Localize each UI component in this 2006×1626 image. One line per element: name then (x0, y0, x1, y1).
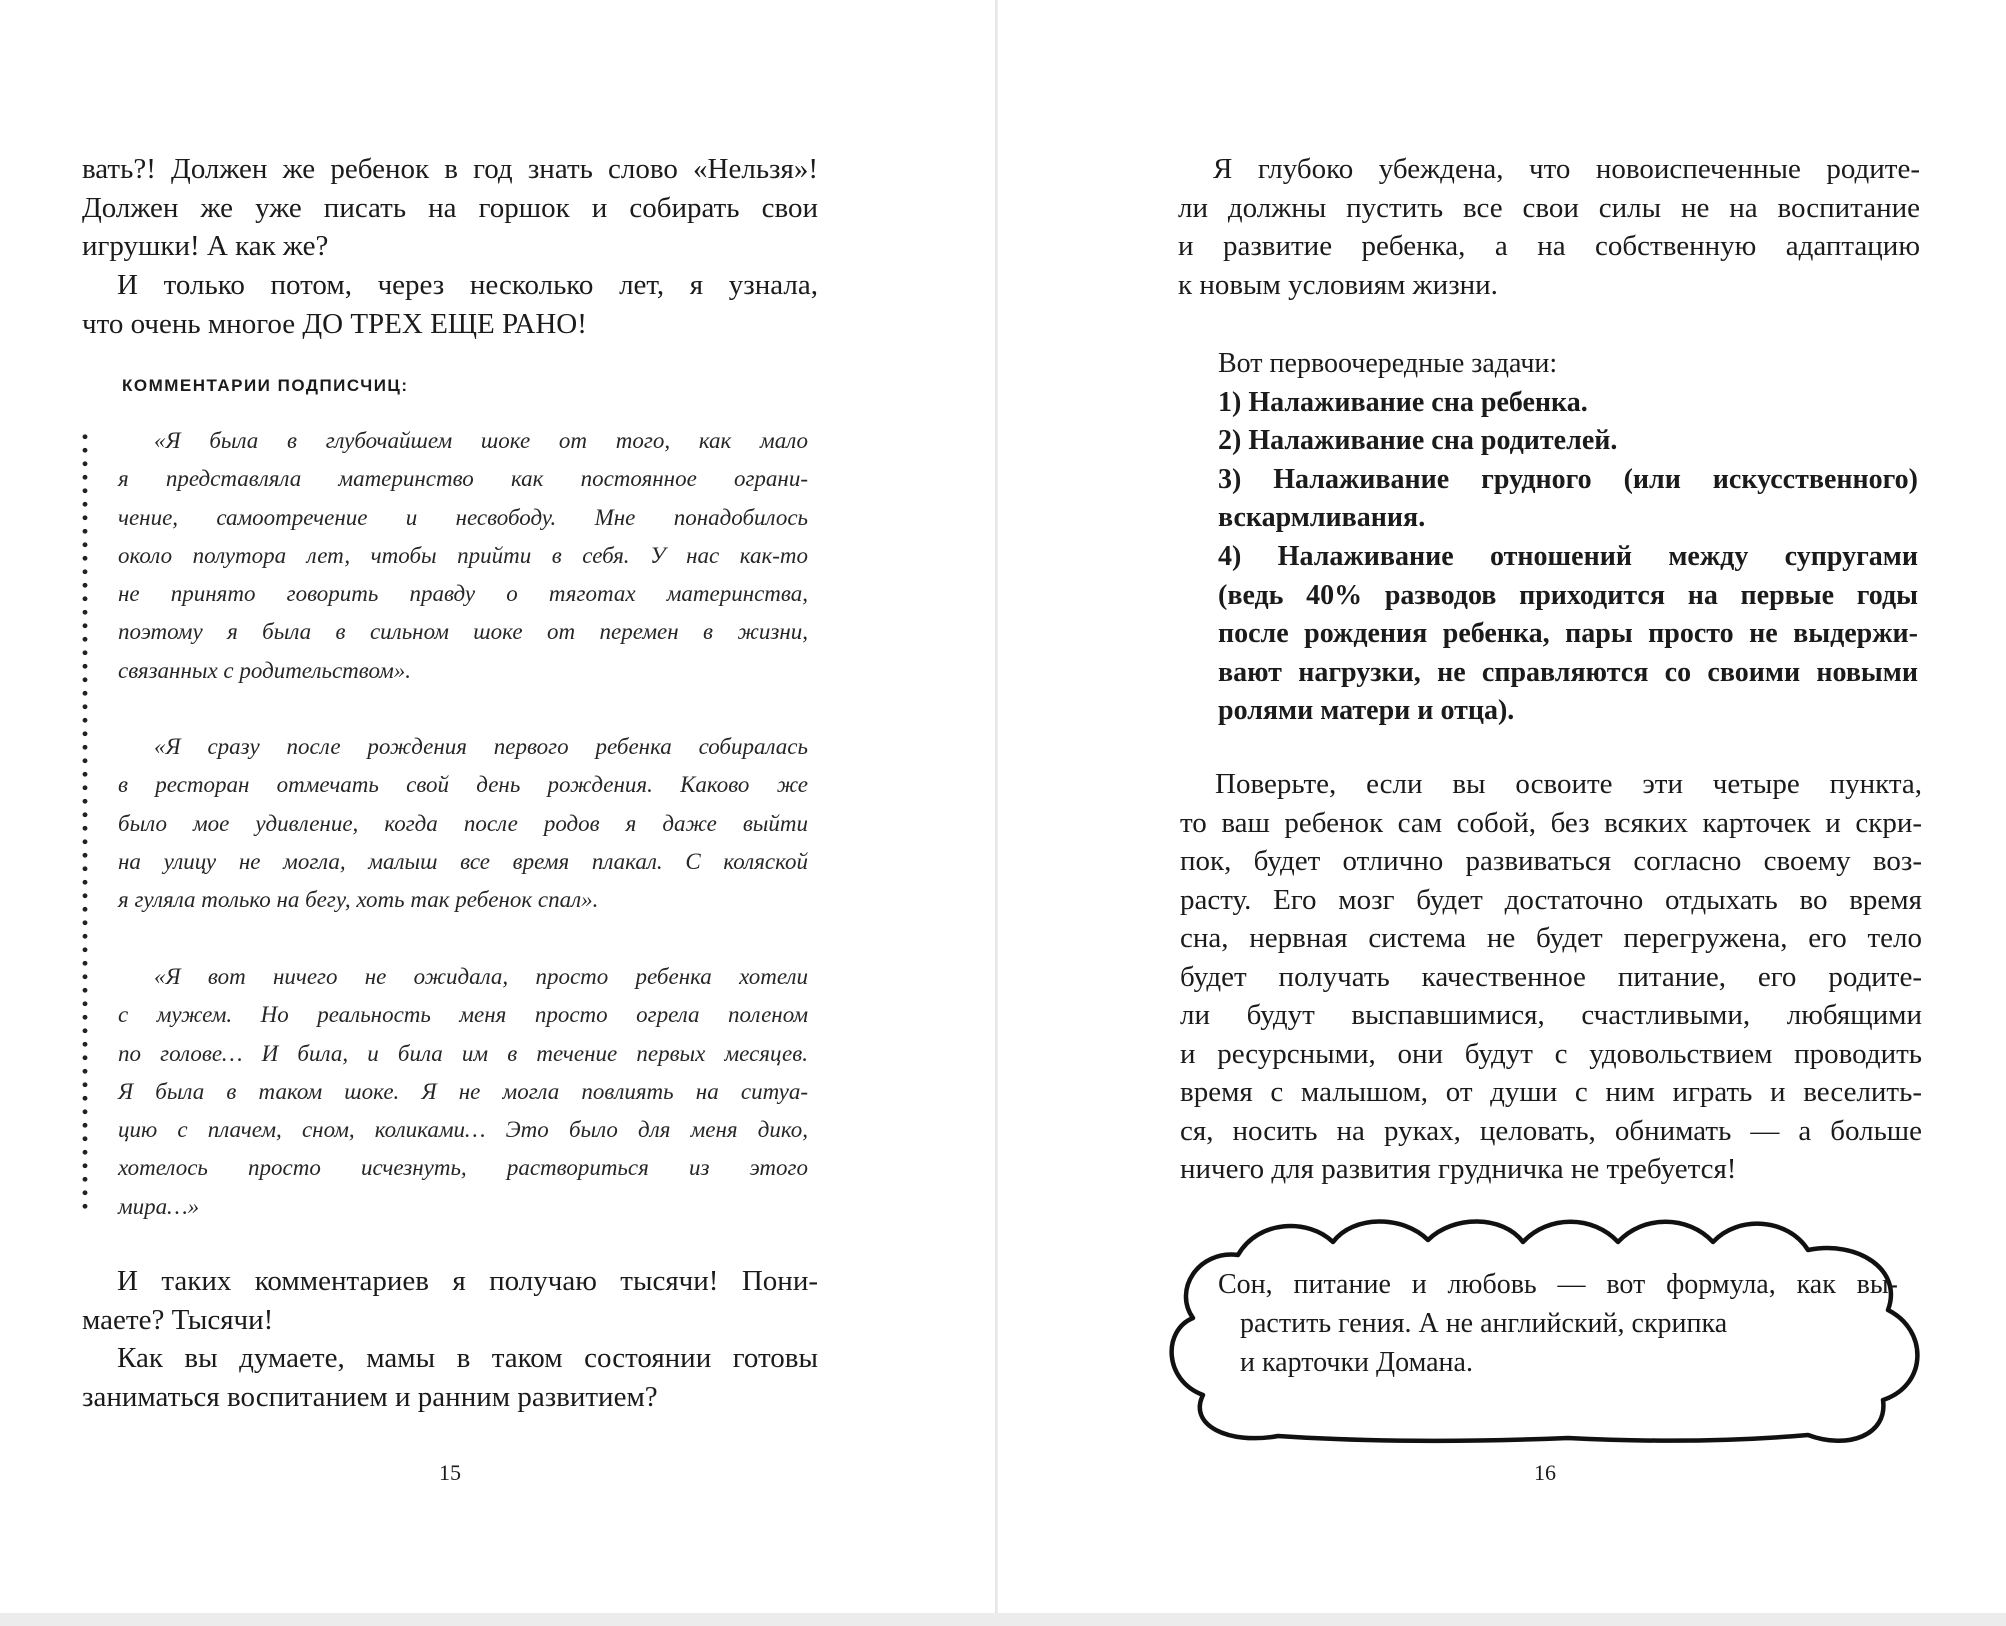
quote-block-3 (118, 958, 808, 1226)
quote-line: хотелось просто исчезнуть, раствориться из этого (118, 1155, 808, 1181)
quote-line: «Я сразу после рождения первого ребенка собиралась (154, 734, 808, 759)
quote-line: около полутора лет, чтобы прийти в себя. У нас как-то (118, 542, 808, 568)
quote-line: было мое удивление, когда после родов я даже выйти (118, 810, 808, 836)
text-line: маете? Тысячи! (82, 1303, 274, 1336)
quote-line: на улицу не могла, малыш все время плакал. С коляской (118, 848, 808, 874)
right-opening-paragraph (1178, 150, 1920, 304)
cloud-line: Сон, питание и любовь — вот формула, как вы- (1218, 1269, 1898, 1300)
task-item-4-cont: после рождения ребенка, пары просто не выдержи- (1218, 618, 1918, 650)
cloud-line: и карточки Домана. (1240, 1347, 1473, 1378)
page-number-left: 15 (439, 1460, 461, 1485)
left-final-paragraph (82, 1339, 818, 1416)
text-line: Как вы думаете, мамы в таком состоянии готовы (117, 1342, 818, 1374)
cloud-callout-text (1218, 1265, 1898, 1382)
text-line: расту. Его мозг будет достаточно отдыхать во время (1180, 883, 1922, 916)
task-item-4-cont: вают нагрузки, не справляются со своими новыми (1218, 656, 1918, 688)
text-line: к новым условиям жизни. (1178, 268, 1498, 301)
text-line: заниматься воспитанием и ранним развитием? (82, 1380, 658, 1413)
quote-line: с мужем. Но реальность меня просто огрела поленом (118, 1002, 808, 1028)
task-item-4-cont: ролями матери и отца). (1218, 695, 1515, 727)
cloud-line: растить гения. А не английский, скрипка (1240, 1308, 1728, 1339)
text-line: И таких комментариев я получаю тысячи! Пони- (117, 1265, 818, 1297)
quote-line: не принято говорить правду о тяготах материнства, (118, 581, 808, 607)
text-line: ся, носить на руках, целовать, обнимать — а больше (1180, 1114, 1922, 1147)
tasks-intro: Вот первоочередные задачи: (1218, 348, 1558, 379)
quote-line: я представляла материнство как постоянное ограни- (118, 466, 808, 492)
quote-line: «Я вот ничего не ожидала, просто ребенка хотели (154, 964, 808, 989)
quote-line: связанных с родительством». (118, 657, 411, 683)
text-line: Поверьте, если вы освоите эти четыре пункта, (1215, 768, 1922, 800)
dotted-rule (82, 430, 88, 1210)
task-item-2: 2) Налаживание сна родителей. (1218, 425, 1618, 457)
left-second-paragraph (82, 266, 818, 343)
task-item-4: 4) Налаживание отношений между супругами (1218, 540, 1918, 572)
text-line: и ресурсными, они будут с удовольствием проводить (1180, 1037, 1922, 1070)
text-line: что очень многое ДО ТРЕХ ЕЩЕ РАНО! (82, 307, 587, 340)
page-number-right: 16 (1534, 1460, 1556, 1485)
page-bottom-edge (0, 1613, 2006, 1626)
task-item-3-cont: вскармливания. (1218, 502, 1426, 534)
quote-line: чение, самоотречение и несвободу. Мне понадобилось (118, 504, 808, 530)
quote-line: я гуляла только на бегу, хоть так ребенок спал». (118, 887, 599, 913)
left-opening-paragraph (82, 150, 818, 266)
quote-block-2 (118, 728, 808, 919)
text-line: Я глубоко убеждена, что новоиспеченные родите- (1213, 153, 1920, 185)
text-line: И только потом, через несколько лет, я узнала, (117, 269, 818, 301)
left-page (0, 0, 995, 1613)
text-line: будет получать качественное питание, его родите- (1180, 960, 1922, 993)
text-line: Должен же уже писать на горшок и собирать свои (82, 191, 818, 224)
text-line: и развитие ребенка, а на собственную адаптацию (1178, 230, 1920, 262)
text-line: игрушки! А как же? (82, 230, 329, 262)
text-line: ли будут выспавшимися, счастливыми, любящими (1180, 999, 1922, 1031)
quote-block-1 (118, 422, 808, 690)
quote-line: в ресторан отмечать свой день рождения. Каково же (118, 772, 808, 798)
quote-line: мира…» (118, 1193, 200, 1219)
text-line: ничего для развития грудничка не требуется! (1180, 1153, 1737, 1185)
task-item-3: 3) Налаживание грудного (или искусственного) (1218, 463, 1918, 495)
text-line: пок, будет отлично развиваться согласно своему воз- (1180, 845, 1922, 877)
left-closing-paragraph (82, 1262, 818, 1339)
quote-line: «Я была в глубочайшем шоке от того, как мало (154, 428, 808, 453)
text-line: ли должны пустить все свои силы не на воспитание (1178, 191, 1920, 224)
text-line: вать?! Должен же ребенок в год знать слово «Нельзя»! (82, 153, 818, 185)
comments-heading: КОММЕНТАРИИ ПОДПИСЧИЦ: (122, 376, 409, 395)
task-item-4-cont: (ведь 40% разводов приходится на первые годы (1218, 579, 1918, 611)
tasks-list (1218, 345, 1918, 731)
quote-line: Я была в таком шоке. Я не могла повлиять на ситуа- (118, 1078, 808, 1104)
text-line: то ваш ребенок сам собой, без всяких карточек и скри- (1180, 806, 1922, 839)
text-line: время с малышом, от души с ним играть и веселить- (1180, 1076, 1922, 1108)
task-item-1: 1) Налаживание сна ребенка. (1218, 386, 1588, 418)
quote-line: по голове… И била, и била им в течение первых месяцев. (118, 1040, 808, 1066)
right-main-paragraph (1180, 765, 1922, 1189)
text-line: сна, нервная система не будет перегружена, его тело (1180, 922, 1922, 954)
quote-line: поэтому я была в сильном шоке от перемен в жизни, (118, 619, 808, 645)
quote-line: цию с плачем, сном, коликами… Это было для меня дико, (118, 1117, 808, 1143)
